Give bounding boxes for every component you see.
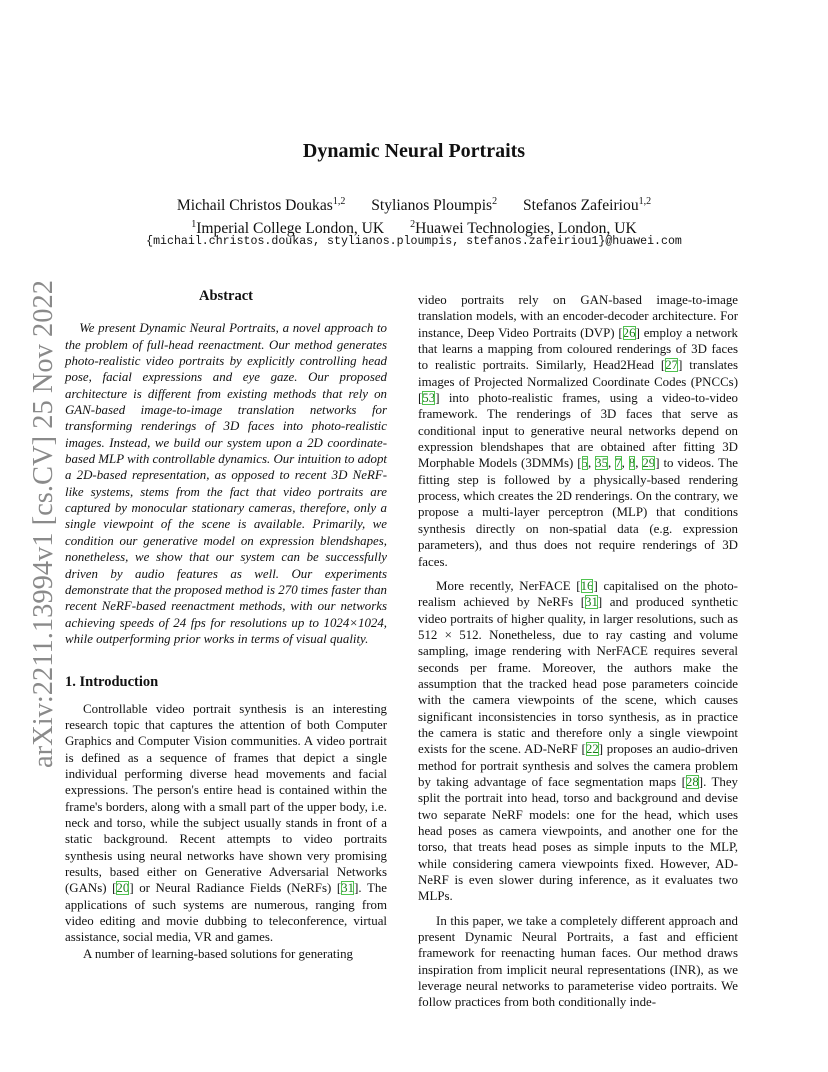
- author: [523, 197, 651, 214]
- affiliation-sup: 1: [191, 219, 197, 231]
- introduction-heading: 1. Introduction: [65, 674, 159, 691]
- citation-link[interactable]: 53: [422, 391, 436, 406]
- author: [177, 197, 345, 214]
- abstract-heading: Abstract: [199, 288, 253, 304]
- paper-title: Dynamic Neural Portraits: [302, 140, 526, 162]
- arxiv-stamp: [24, 278, 64, 768]
- left-column: [65, 288, 387, 962]
- intro-paragraph-2: A number of learning-based solutions for generating: [83, 946, 353, 961]
- intro-paragraph-1: Controllable video portrait synthesis is an interesting research topic that captures the attention of both Computer Graphics and Computer Vision communities. A video portrait is defined as a sequence of frames that depict a single individual performing diverse head movements and facial expressions. The person's entire head is contained within the frame's borders, along with a small part of the upper body, i.e. neck and torso, while the subject usually stands in front of a static background. Recent attempts to video portraits synthesis using neural networks have shown very promising results, based either on Generative Adversarial Networks (GANs) [20] or Neural Radiance Fields (NeRFs) [31]. The applications of such systems are numerous, ranging from video editing and movie dubbing to teleconference, virtual assistance, social media, VR and games.: [65, 701, 387, 945]
- citation-link[interactable]: 27: [665, 358, 679, 373]
- citation-link[interactable]: 20: [116, 881, 130, 896]
- affiliation-sup: 2: [410, 219, 416, 231]
- right-column: [418, 292, 738, 1011]
- paragraph-gap: [418, 905, 738, 913]
- abstract-text: We present Dynamic Neural Portraits, a novel approach to the problem of full-head reenactment. Our method generates photo-realistic video portraits by explicitly controlling head pose, facial expressions and eye gaze. Our proposed architecture is different from existing methods that rely on GAN-based image-to-image translation networks for transforming renderings of 3D faces into photo-realistic images. Instead, we build our system upon a 2D coordinate-based MLP with controllable dynamics. Our intuition to adopt a 2D-based representation, as opposed to recent 3D NeRF-like systems, stems from the fact that video portraits are captured by monocular stationary cameras, therefore, only a single viewpoint of the scene is available. Primarily, we condition our generative model on expression blendshapes, nonetheless, we show that our system can be successfully driven by audio features as well. Our experiments demonstrate that the proposed method is 270 times faster than recent NeRF-based reenactment methods, with our networks achieving speeds of 24 fps for resolutions up to 1024×1024, while outperforming prior works in terms of visual quality.: [65, 321, 387, 646]
- citation-link[interactable]: 26: [622, 325, 636, 340]
- citation-link[interactable]: 16: [580, 578, 594, 593]
- right-paragraph-2: More recently, NerFACE [16] capitalised on the photo-realism achieved by NeRFs [31] and produced synthetic video portraits of higher quality, in larger resolutions, such as 512 × 512. Nonetheless, due to ray casting and volume sampling, image rendering with NerFACE requires several seconds per frame. Moreover, the authors make the assumption that the tracked head pose parameters coincide with the camera viewpoints of the scene, which causes significant inconsistencies in torso synthesis, as in practice the camera is static and therefore only a single viewpoint exists for the scene. AD-NeRF [22] proposes an audio-driven method for portrait synthesis and solves the camera problem by taking advantage of face segmentation maps [28]. They split the portrait into head, torso and background and devise two separate NeRF models: one for the head, which uses head poses as camera viewpoints, and another one for the torso, that treats head poses as simple inputs to the MLP, while considering camera viewpoints fixed. However, AD-NeRF is even slower during inference, as it evaluates two MLPs.: [418, 578, 738, 904]
- citation-link[interactable]: 35: [595, 456, 609, 471]
- author-name: Stefanos Zafeiriou: [523, 197, 639, 215]
- citation-link[interactable]: 29: [642, 456, 656, 471]
- citation-link[interactable]: 31: [341, 881, 355, 896]
- author-sup: 1,2: [332, 196, 346, 207]
- author-names: [0, 192, 828, 215]
- affiliation-name: Huawei Technologies, London, UK: [415, 220, 637, 238]
- author-name: Stylianos Ploumpis: [371, 197, 493, 215]
- author-block: [0, 192, 828, 238]
- right-paragraph-1: video portraits rely on GAN-based image-to-image translation models, with an encoder-decoder architecture. For instance, Deep Video Portraits (DVP) [26] employ a network that learns a mapping from coloured renderings of 3D faces to realistic portraits. Similarly, Head2Head [27] translates images of Projected Normalized Coordinate Codes (PNCCs) [53] into photo-realistic frames, using a video-to-video framework. The renderings of 3D faces that serve as conditional input to generative neural networks depend on expression blendshapes that are obtained after fitting 3D Morphable Models (3DMMs) [5, 35, 7, 8, 29] to videos. The fitting step is followed by a physically-based rendering process, which creates the 2D renderings. On the contrary, we propose a multi-layer perceptron (MLP) that conditions synthesis directly on non-spatial data (e.g. expression parameters), and thus does not require renderings of 3D faces.: [418, 293, 738, 569]
- author-emails: {michail.christos.doukas, stylianos.ploumpis, stefanos.zafeiriou1}@huawei.com: [146, 235, 682, 248]
- citation-link[interactable]: 22: [585, 742, 599, 757]
- citation-link[interactable]: 28: [685, 774, 699, 789]
- author: [371, 197, 497, 214]
- arxiv-stamp-svg: [24, 278, 64, 768]
- citation-link[interactable]: 31: [585, 595, 598, 610]
- author-sup: 2: [492, 196, 498, 207]
- author-sup: 1,2: [638, 196, 652, 207]
- citation-link[interactable]: 8: [628, 456, 636, 471]
- arxiv-stamp-text: arXiv:2211.13994v1 [cs.CV] 25 Nov 2022: [27, 278, 59, 768]
- paragraph-gap: [418, 570, 738, 578]
- author-name: Michail Christos Doukas: [176, 197, 333, 215]
- right-paragraph-3: In this paper, we take a completely different approach and present Dynamic Neural Portraits, a fast and efficient framework for reenacting human faces. Our method draws inspiration from implicit neural representations (INR), as we leverage neural networks to parameterise video portraits. We follow practices from both conditionally inde-: [418, 913, 738, 1010]
- affiliation-name: Imperial College London, UK: [196, 220, 385, 238]
- citation-link[interactable]: 5: [581, 456, 588, 471]
- citation-link[interactable]: 7: [615, 456, 622, 471]
